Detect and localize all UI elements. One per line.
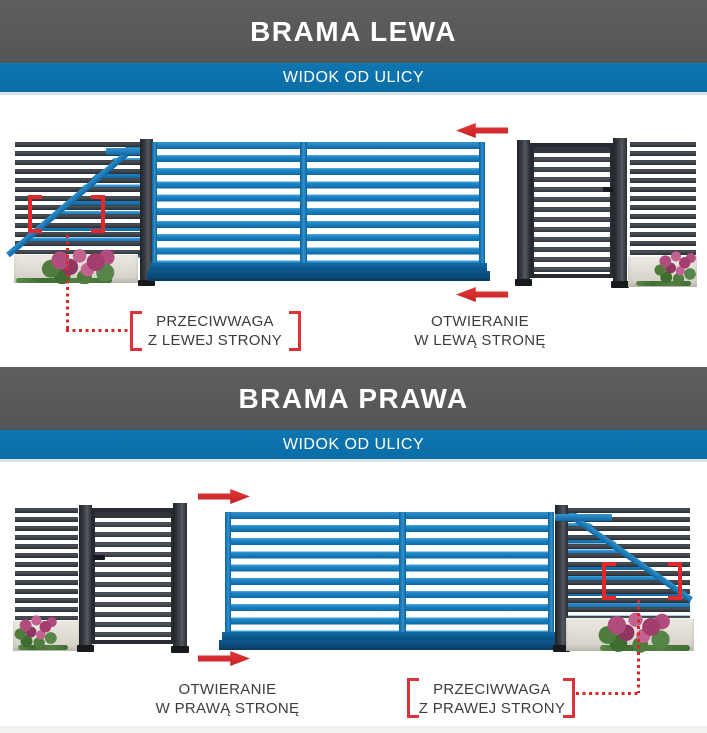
- counterweight1-label: [140, 312, 290, 350]
- gate2-mid-stile: [399, 512, 406, 638]
- arrow-right-icon: [198, 651, 250, 666]
- fence1-right-flowers: [653, 246, 697, 286]
- section1-title-bar: [0, 0, 707, 63]
- wicket1-top-rail: [534, 147, 610, 153]
- arrow-right-icon: [198, 489, 250, 504]
- gate2-left-stile: [225, 512, 231, 638]
- label-bracket-right: [289, 311, 301, 351]
- section2-title-bar: [0, 367, 707, 430]
- section2-subtitle: WIDOK OD ULICY: [282, 435, 425, 453]
- opening2-label: [145, 680, 310, 718]
- wicket2-left-post-plinth: [77, 645, 94, 652]
- gate1-slats: [154, 155, 480, 264]
- fence1-left-flowers: [38, 246, 118, 284]
- gate1-base-beam: [147, 271, 490, 281]
- gate1-right-stile: [479, 142, 485, 268]
- leader-line: [637, 600, 640, 693]
- wicket1-left-post: [517, 140, 530, 284]
- section1-subtitle: WIDOK OD ULICY: [282, 68, 425, 86]
- arrow-left-icon: [456, 123, 508, 138]
- gate2-slats: [228, 525, 551, 632]
- arrow-left-icon: [456, 287, 508, 302]
- section1-title: BRAMA LEWA: [250, 15, 457, 47]
- counterweight2-label-line1: PRZECIWWAGA: [433, 681, 551, 698]
- section1-subtitle-bar: [0, 63, 707, 92]
- fence2-left-panel: [15, 508, 78, 625]
- counterweight1-label-line2: Z LEWEJ STRONY: [147, 332, 283, 349]
- section1-bar-edge: [0, 92, 707, 95]
- leader-line: [66, 235, 69, 331]
- section2-bar-edge: [0, 459, 707, 462]
- section2-subtitle-bar: [0, 430, 707, 459]
- opening1-label: [395, 312, 565, 350]
- wicket1-left-post-plinth: [515, 279, 532, 286]
- wicket2-right-post-plinth: [171, 646, 189, 653]
- gate1-top-rail: [152, 142, 485, 149]
- wicket1-right-post-plinth: [611, 281, 629, 288]
- wicket2-right-post: [173, 503, 187, 652]
- gate1-mid-stile: [300, 142, 307, 268]
- counterweight2-label-line2: Z PRAWEJ STRONY: [418, 700, 566, 717]
- wicket2-door: [91, 508, 175, 644]
- gate1-left-stile: [152, 142, 157, 270]
- wicket1-right-post: [613, 138, 627, 286]
- bottom-strip: [0, 726, 707, 733]
- counterweight2-label: [412, 680, 572, 718]
- opening2-label-line2: W PRAWĄ STRONĘ: [155, 700, 300, 717]
- fence2-right-flowers: [595, 608, 673, 653]
- counterweight2-highlight-frame: [668, 562, 682, 600]
- opening1-label-line2: W LEWĄ STRONĘ: [414, 332, 546, 349]
- counterweight2-highlight-frame: [602, 562, 616, 600]
- fence1-right-panel: [630, 142, 696, 259]
- wicket2-top-rail: [95, 512, 171, 518]
- section2-title: BRAMA PRAWA: [238, 382, 469, 414]
- opening1-label-line1: OTWIERANIE: [430, 313, 529, 330]
- counterweight1-label-line1: PRZECIWWAGA: [156, 313, 274, 330]
- gate2-counterweight-top-rail: [555, 514, 612, 521]
- leader-line: [576, 692, 638, 695]
- gate2-top-rail: [225, 512, 554, 519]
- opening2-label-line1: OTWIERANIE: [178, 681, 277, 698]
- wicket2-handle-icon: [93, 555, 105, 560]
- fence2-left-flowers: [13, 610, 58, 650]
- counterweight1-highlight-frame: [28, 195, 42, 233]
- wicket1-door: [530, 143, 614, 278]
- gate2-right-stile: [548, 512, 554, 638]
- leader-line: [66, 329, 130, 332]
- gate2-base-beam: [219, 640, 562, 650]
- counterweight1-highlight-frame: [91, 195, 105, 233]
